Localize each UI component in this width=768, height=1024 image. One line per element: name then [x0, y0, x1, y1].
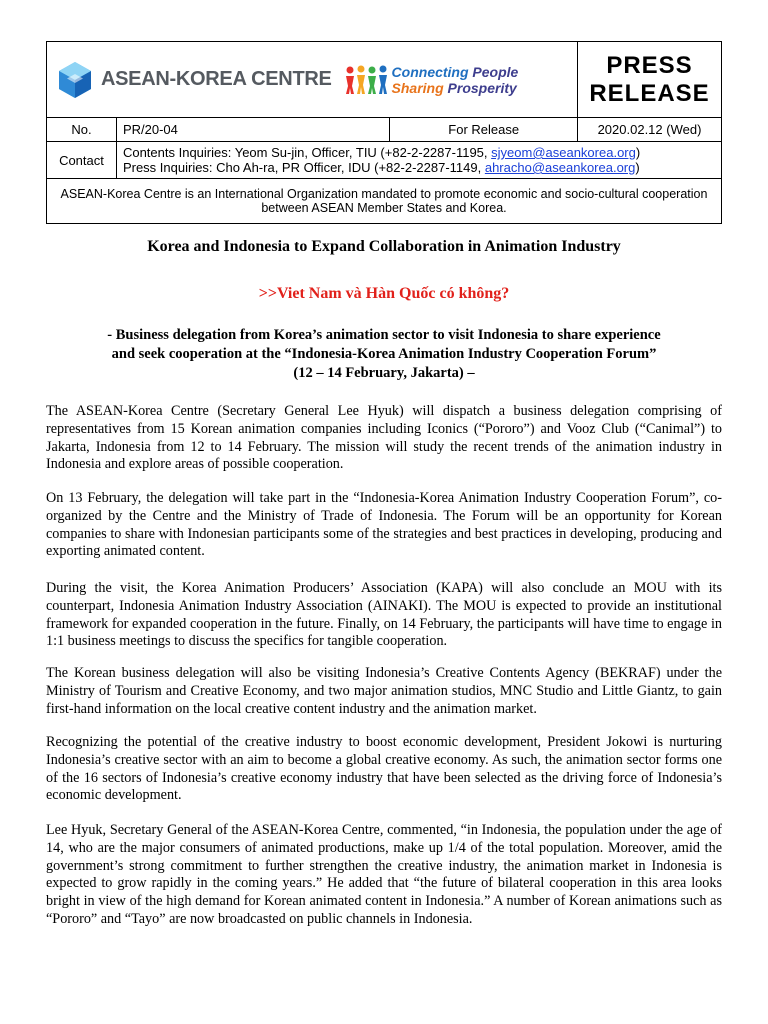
article-title: Korea and Indonesia to Expand Collaboration in Animation Industry — [147, 238, 621, 255]
contact-info — [116, 142, 721, 179]
slogan — [392, 64, 519, 96]
lead-line-2: and seek cooperation at the “Indonesia-Korea Animation Industry Cooperation Forum” — [111, 346, 657, 362]
paragraph-2: On 13 February, the delegation will take part in the “Indonesia-Korea Animation Industry Cooperation Forum”, co-organized by the Centre and the Ministry of Trade of Indonesia. The Forum will be an opportunity for Korean companies to share with Indonesian participants some of the strategies and best practices in developing, producing and exporting animated content. — [46, 490, 722, 560]
contact-contents-text: Contents Inquiries: Yeom Su-jin, Officer, TIU (+82-2-2287-1195, — [122, 145, 492, 160]
red-subtitle: >>Viet Nam và Hàn Quốc có không? — [258, 285, 510, 302]
press-release-label — [578, 42, 722, 118]
slogan-people: People — [468, 63, 519, 80]
org-name: ASEAN-KOREA CENTRE — [101, 68, 332, 90]
paragraph-4: The Korean business delegation will also be visiting Indonesia’s Creative Contents Agency (BEKRAF) under the Ministry of Tourism and Creative Economy, and two major animation studios, MNC Studio and Little Giantz, to gain first-hand information on the local creative content industry and the animation market. — [46, 665, 722, 717]
slogan-sharing: Sharing — [391, 79, 444, 96]
release-date: 2020.02.12 (Wed) — [578, 118, 722, 142]
contact-press-text: Press Inquiries: Cho Ah-ra, PR Officer, IDU (+82-2-2287-1149, — [122, 160, 485, 175]
paragraph-1: The ASEAN-Korea Centre (Secretary General Lee Hyuk) will dispatch a business delegation comprising of representatives from 15 Korean animation companies including Iconics (“Pororo”) and Vooz Club (“Canimal”) to Jakarta, Indonesia from 12 to 14 February. The mission will study the recent trends of the animation industry in Indonesia and explore areas of possible cooperation. — [46, 403, 722, 473]
header-table — [46, 41, 722, 224]
lead-line-1: - Business delegation from Korea’s animation sector to visit Indonesia to share experience — [107, 327, 661, 343]
close-paren: ) — [635, 160, 640, 175]
logo-cell — [47, 42, 578, 118]
no-value: PR/20-04 — [116, 118, 389, 142]
no-label: No. — [47, 118, 117, 142]
contact-line-press — [123, 160, 715, 175]
email-link-ahracho[interactable]: ahracho@aseankorea.org — [484, 160, 636, 175]
people-figures-icon — [344, 64, 388, 96]
contact-line-contents — [123, 145, 715, 160]
paragraph-5: Recognizing the potential of the creative industry to boost economic development, President Jokowi is nurturing Indonesia’s creative sector with an aim to become a global creative economy. As such, the animation sector forms one of the 16 sectors of Indonesia’s creative economy industry that have been selected as the driving force of Indonesia’s economic development. — [46, 734, 722, 804]
paragraph-3: During the visit, the Korea Animation Producers’ Association (KAPA) will also conclude an MOU with its counterpart, Indonesia Animation Industry Association (AINAKI). The MOU is expected to provide an institutional framework for expanded cooperation in the future. Finally, on 14 February, the participants will have time to engage in 1:1 business meetings to discuss the specifics for tangible cooperation. — [46, 580, 722, 650]
hexagon-cube-logo-icon — [57, 60, 93, 100]
press-word: PRESS — [606, 51, 693, 79]
logo-banner — [47, 42, 577, 117]
lead-line-3: (12 – 14 February, Jakarta) – — [293, 365, 475, 381]
email-link-sjyeom[interactable]: sjyeom@aseankorea.org — [491, 145, 636, 160]
close-paren: ) — [635, 145, 641, 160]
lead-summary — [46, 326, 722, 383]
paragraph-6: Lee Hyuk, Secretary General of the ASEAN-Korea Centre, commented, “in Indonesia, the population under the age of 14, who are the major consumers of animated productions, make up 1/4 of the total population. Moreover, amid the government’s strong commitment to further strengthen the creative industry, the animation market in Indonesia is expected to grow rapidly in the coming years.” He added that “the future of bilateral cooperation in this area looks bright in view of the high demand for Korean animated content in Indonesia.” A number of Korean animations such as “Pororo” and “Tayo” are now broadcasted on public channels in Indonesia. — [46, 822, 722, 927]
contact-label: Contact — [47, 142, 117, 179]
slogan-connecting: Connecting — [391, 63, 469, 80]
release-label: For Release — [390, 118, 578, 142]
release-word: RELEASE — [589, 79, 710, 107]
slogan-prosperity: Prosperity — [443, 79, 517, 96]
org-description: ASEAN-Korea Centre is an International Organization mandated to promote economic and socio-cultural cooperation between ASEAN Member States and Korea. — [47, 179, 722, 224]
